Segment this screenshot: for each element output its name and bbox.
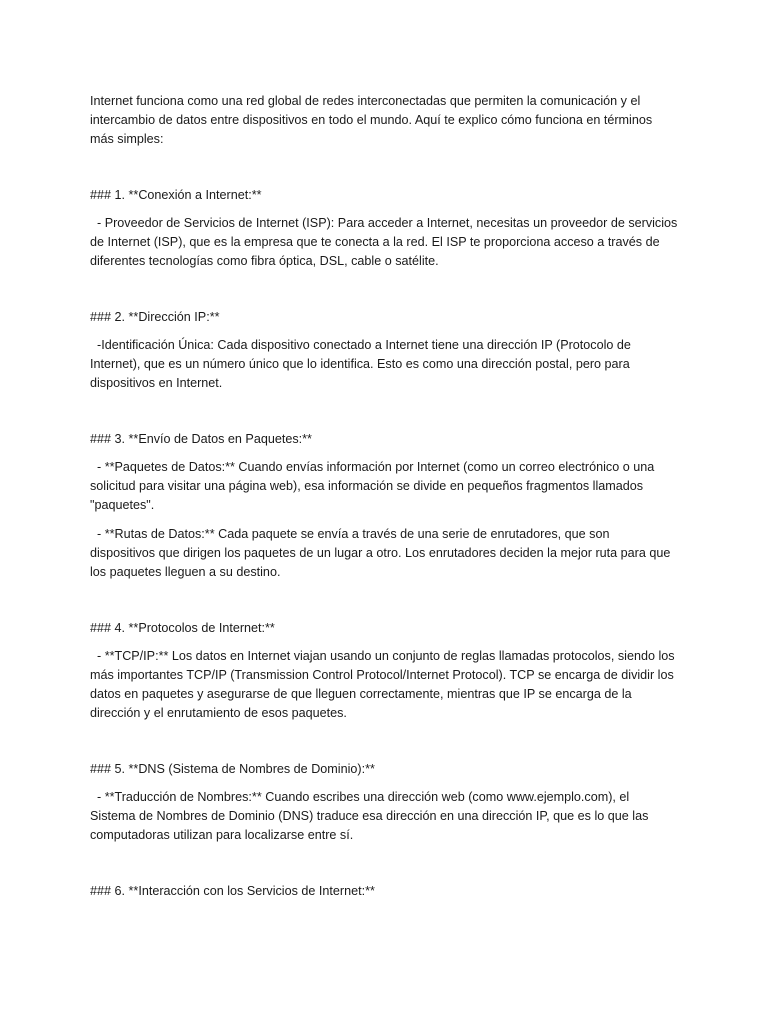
section-interaccion (90, 882, 678, 901)
section-conexion (90, 186, 678, 271)
section-dns (90, 760, 678, 845)
section-heading: ### 2. **Dirección IP:** (90, 310, 220, 324)
section-protocolos (90, 619, 678, 723)
section-heading: ### 3. **Envío de Datos en Paquetes:** (90, 432, 312, 446)
section-heading: ### 5. **DNS (Sistema de Nombres de Dominio):** (90, 762, 375, 776)
section-item: - **Traducción de Nombres:** Cuando escribes una dirección web (como www.ejemplo.com), el Sistema de Nombres de Dominio (DNS) traduce esa dirección en una dirección IP, que es lo que las computadoras utilizan para localizarse entre sí. (90, 790, 649, 842)
section-heading: ### 6. **Interacción con los Servicios de Internet:** (90, 884, 375, 898)
intro-paragraph: Internet funciona como una red global de redes interconectadas que permiten la comunicación y el intercambio de datos entre dispositivos en todo el mundo. Aquí te explico cómo funciona en términos más simples: (90, 94, 653, 146)
section-heading: ### 1. **Conexión a Internet:** (90, 188, 262, 202)
section-item: - **TCP/IP:** Los datos en Internet viajan usando un conjunto de reglas llamadas protocolos, siendo los más importantes TCP/IP (Transmission Control Protocol/Internet Protocol). TCP se encarga de dividir los datos en paquetes y asegurarse de que lleguen correctamente, mientras que IP se encarga de la dirección y el enrutamiento de esos paquetes. (90, 649, 675, 720)
section-item: - Proveedor de Servicios de Internet (ISP): Para acceder a Internet, necesitas un proveedor de servicios de Internet (ISP), que es la empresa que te conecta a la red. El ISP te proporciona acceso a través de diferentes tecnologías como fibra óptica, DSL, cable o satélite. (90, 216, 678, 268)
section-item: - **Rutas de Datos:** Cada paquete se envía a través de una serie de enrutadores, que son dispositivos que dirigen los paquetes de un lugar a otro. Los enrutadores deciden la mejor ruta para que los paquetes lleguen a su destino. (90, 527, 671, 579)
section-item: - **Paquetes de Datos:** Cuando envías información por Internet (como un correo electrónico o una solicitud para visitar una página web), esa información se divide en pequeños fragmentos llamados "paquetes". (90, 460, 655, 512)
section-direccion-ip (90, 308, 678, 393)
section-item: -Identificación Única: Cada dispositivo conectado a Internet tiene una dirección IP (Protocolo de Internet), que es un número único que lo identifica. Esto es como una dirección postal, pero para dispositivos en Internet. (90, 338, 631, 390)
section-heading: ### 4. **Protocolos de Internet:** (90, 621, 275, 635)
section-paquetes (90, 430, 678, 582)
document-page (90, 92, 678, 910)
